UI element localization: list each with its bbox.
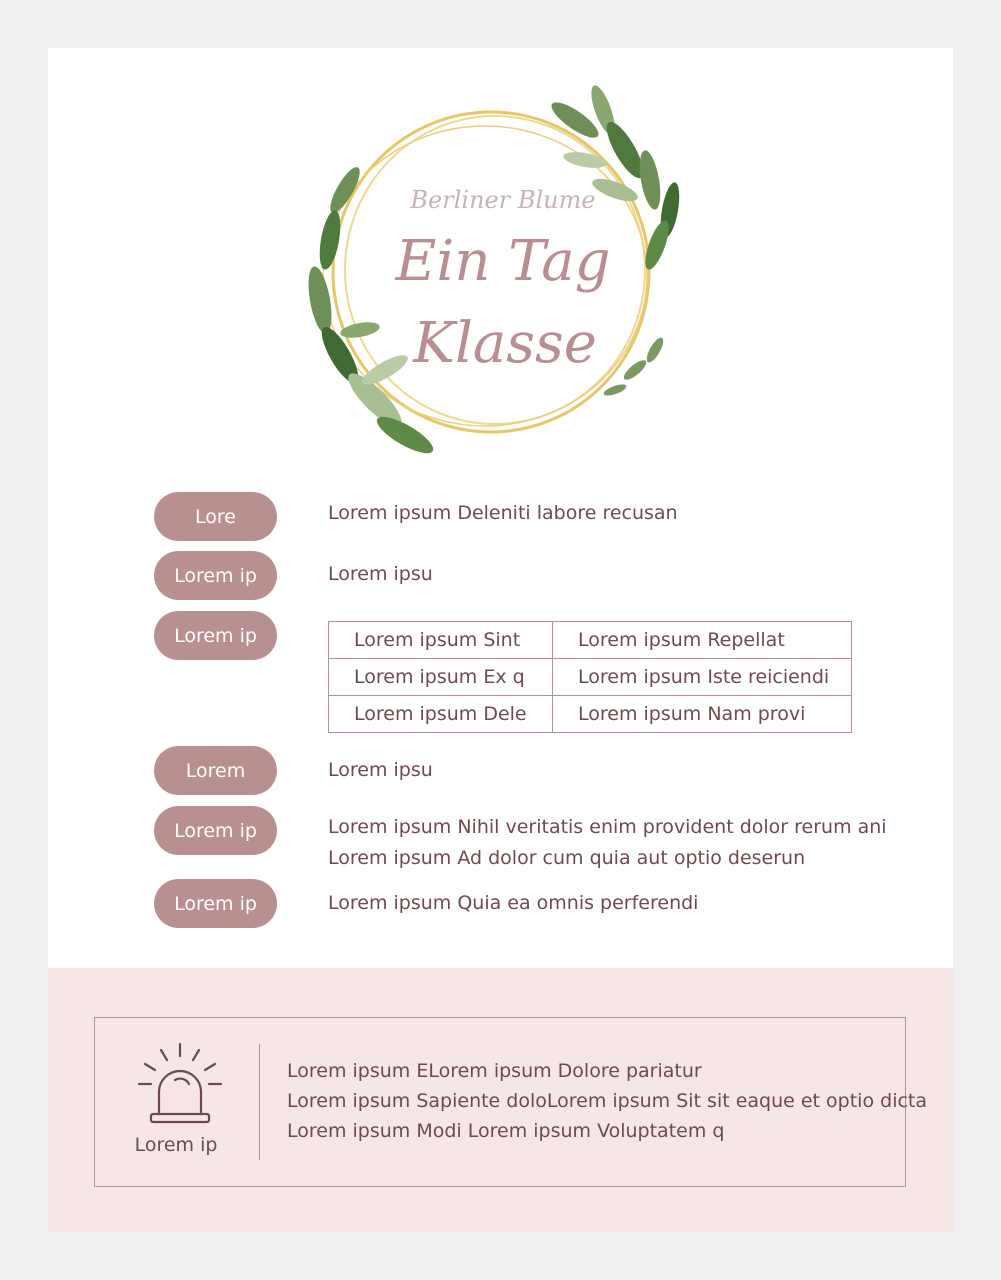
logo-brand: Berliner Blume [410,186,596,214]
table-cell: Lorem ipsum Nam provi [553,696,852,733]
row-label-1: Lore [154,492,277,541]
notice-line-2: Lorem ipsum Sapiente doloLorem ipsum Sit sit eaque et optio dicta [287,1090,928,1112]
notice-text [287,1056,927,1146]
table-row [329,622,852,659]
row-label-3: Lorem ip [154,611,277,660]
logo-title-line2: Klasse [413,311,597,376]
logo-title-line1: Ein Tag [395,229,611,294]
row-label-5: Lorem ip [154,806,277,855]
row-label-6: Lorem ip [154,879,277,928]
table-cell: Lorem ipsum Dele [329,696,553,733]
table-cell: Lorem ipsum Repellat [553,622,852,659]
notice-label: Lorem ip [134,1134,218,1156]
row-text-5b: Lorem ipsum Ad dolor cum quia aut optio deserun [328,847,806,869]
table-row [329,696,852,733]
row-text-2: Lorem ipsu [328,563,433,585]
table-cell: Lorem ipsum Ex q [329,659,553,696]
row-text-6: Lorem ipsum Quia ea omnis perferendi [328,892,699,914]
table-cell: Lorem ipsum Iste reiciendi [553,659,852,696]
table-row [329,659,852,696]
notice-line-1: Lorem ipsum ELorem ipsum Dolore pariatur [287,1060,702,1082]
alarm-siren-icon [135,1040,225,1126]
row-text-4: Lorem ipsu [328,759,433,781]
row-label-4: Lorem [154,746,277,795]
notice-line-3: Lorem ipsum Modi Lorem ipsum Voluptatem q [287,1120,725,1142]
wreath-logo [285,80,697,470]
notice-box [94,1017,928,1187]
info-table [328,621,852,733]
table-cell: Lorem ipsum Sint [329,622,553,659]
row-label-2: Lorem ip [154,551,277,600]
row-text-5a: Lorem ipsum Nihil veritatis enim provident dolor rerum ani [328,816,887,838]
notice-divider [259,1044,260,1160]
row-text-1: Lorem ipsum Deleniti labore recusan [328,502,678,524]
